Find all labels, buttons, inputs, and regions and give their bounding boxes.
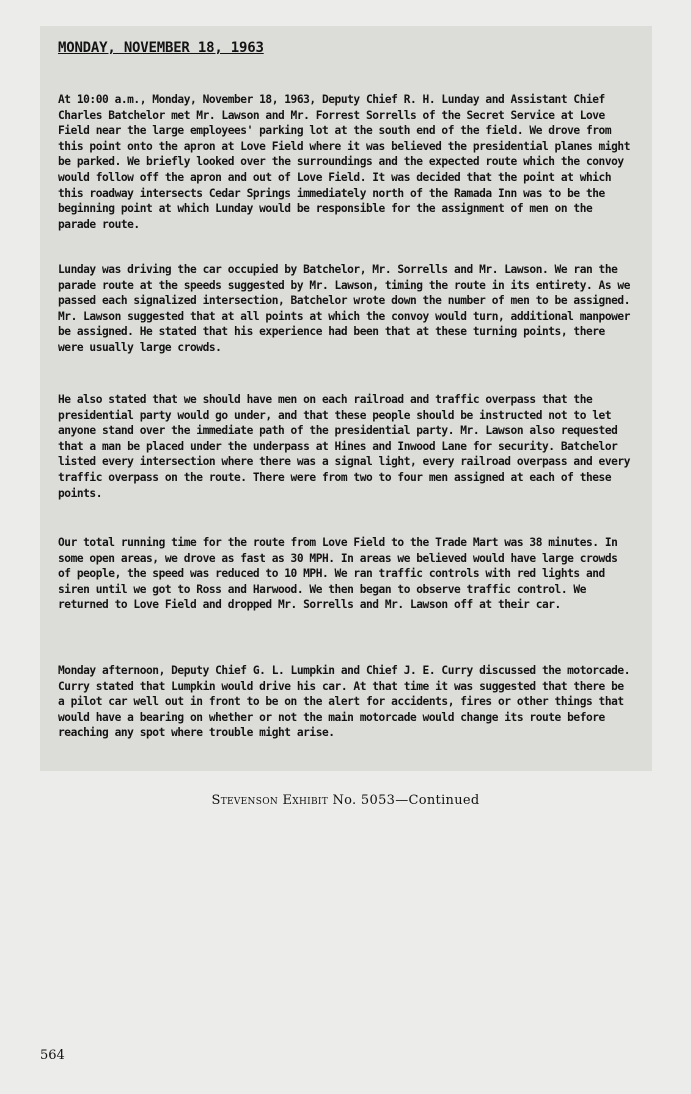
paragraph: Lunday was driving the car occupied by Batchelor, Mr. Sorrells and Mr. Lawson. We ran the parade route at the speeds suggested by Mr. Lawson, timing the route in its entirety. As we passed each signalized intersection, Batchelor wrote down the number of men to be assigned. Mr. Lawson suggested that at all points at which the convoy would turn, additional manpower be assigned. He stated that his experience had been that at these turning points, there were usually large crowds. bbox=[58, 263, 630, 354]
paragraph: Our total running time for the route from Love Field to the Trade Mart was 38 minutes. In some open areas, we drove as fast as 30 MPH. In areas we believed would have large crowds of people, the speed was reduced to 10 MPH. We ran traffic controls with red lights and siren until we got to Ross and Harwood. We then began to observe traffic control. We returned to Love Field and dropped Mr. Sorrells and Mr. Lawson off at their car. bbox=[58, 536, 618, 612]
paragraph: At 10:00 a.m., Monday, November 18, 1963, Deputy Chief R. H. Lunday and Assistant Chief Charles Batchelor met Mr. Lawson and Mr. Forrest Sorrells of the Secret Service at Love Field near the large employees' parking lot at the south end of the field. We drove from this point onto the apron at Love Field where it was believed the presidential planes might be parked. We briefly looked over the surroundings and the expected route which the convoy would follow off the apron and out of Love Field. It was decided that the point at which this roadway intersects Cedar Springs immediately north of the Ramada Inn was to be the beginning point at which Lunday would be responsible for the assignment of men on the parade route. bbox=[58, 93, 630, 231]
paragraph: He also stated that we should have men on each railroad and traffic overpass that the presidential party would go under, and that these people should be instructed not to let anyone stand over the immediate path of the presidential party. Mr. Lawson also requested that a man be placed under the underpass at Hines and Inwood Lane for security. Batchelor listed every intersection where there was a signal light, every railroad overpass and every traffic overpass on the route. There were from two to four men assigned at each of these points. bbox=[58, 393, 630, 500]
paragraph: Monday afternoon, Deputy Chief G. L. Lumpkin and Chief J. E. Curry discussed the motorcade. Curry stated that Lumpkin would drive his car. At that time it was suggested that there be a pilot car well out in front to be on the alert for accidents, fires or other things that would have a bearing on whether or not the main motorcade would change its route before reaching any spot where trouble might arise. bbox=[58, 664, 630, 740]
page-number: 564 bbox=[40, 1048, 65, 1063]
exhibit-caption-number: No. 5053—Continued bbox=[332, 793, 480, 808]
page-heading: MONDAY, NOVEMBER 18, 1963 bbox=[58, 40, 264, 56]
exhibit-caption-label: Stevenson Exhibit bbox=[211, 793, 329, 808]
exhibit-caption bbox=[0, 793, 691, 808]
